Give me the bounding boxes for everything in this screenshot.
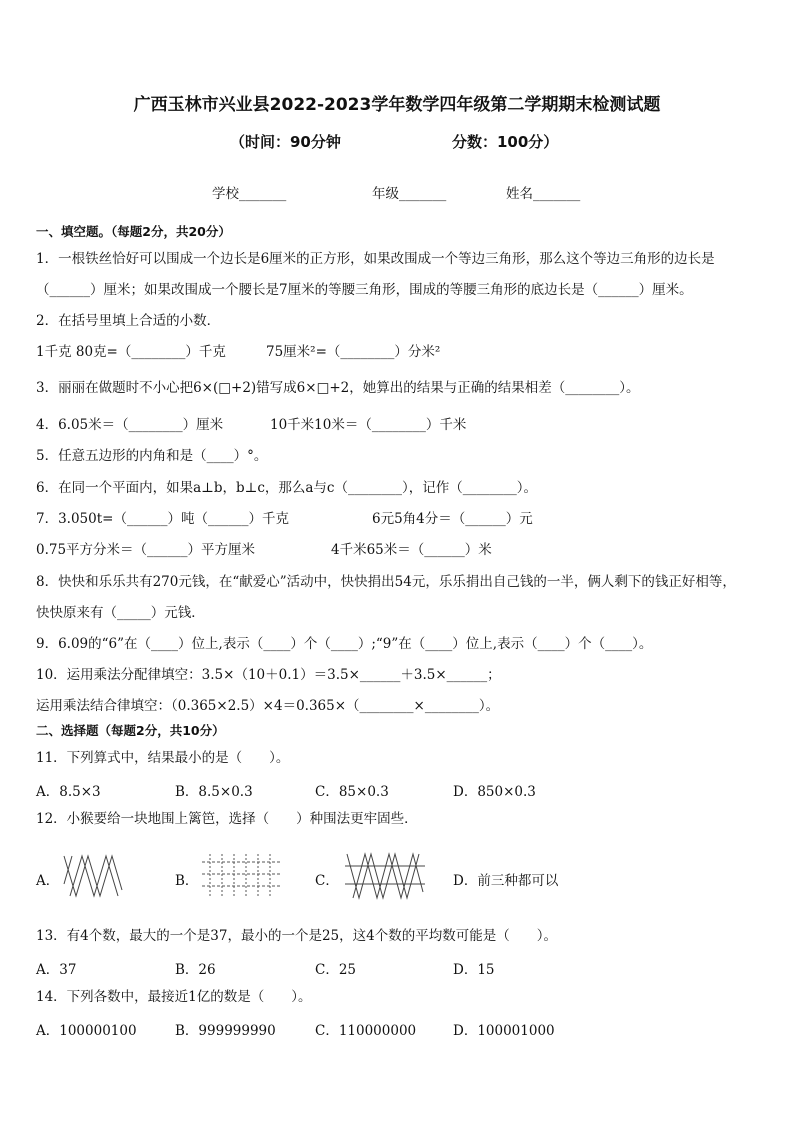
question-10-line-2: 运用乘法结合律填空：（0.365×2.5）×4＝0.365×（________×________）。 [36,698,500,714]
time-label: （时间：90分钟 [230,133,341,151]
q12-option-b: B． [175,873,199,889]
exam-title: 广西玉林市兴业县2022-2023学年数学四年级第二学期期末检测试题 [133,95,661,115]
question-2-part-a: 1千克 80克=（________）千克 [36,344,226,360]
question-7-part-a: 7．3.050t=（______）吨（______）千克 [36,511,289,527]
question-2: 2．在括号里填上合适的小数． [36,313,221,329]
grade-field: 年级_______ [372,186,447,202]
q14-option-c: C．110000000 [315,1023,417,1039]
question-6: 6．在同一个平面内，如果a⊥b，b⊥c，那么a与c（________），记作（________）。 [36,480,537,496]
fence-mixed-figure [343,852,427,900]
question-10-line-1: 10．运用乘法分配律填空：3.5×（10＋0.1）＝3.5×______＋3.5×______； [36,667,501,683]
question-11: 11．下列算式中，结果最小的是（ ）。 [36,750,290,766]
q11-option-a: A．8.5×3 [36,784,101,800]
question-7-part-c: 0.75平方分米＝（______）平方厘米 [36,542,256,558]
question-12: 12．小猴要给一块地围上篱笆，选择（ ）种围法更牢固些． [36,811,418,827]
question-4-part-b: 10千米10米＝（________）千米 [270,417,467,433]
q13-option-d: D．15 [453,962,495,978]
score-label: 分数：100分） [452,133,559,151]
question-5: 5．任意五边形的内角和是（____）°。 [36,448,268,464]
question-14: 14．下列各数中，最接近1亿的数是（ ）。 [36,989,312,1005]
question-8-line-1: 8．快快和乐乐共有270元钱，在“献爱心”活动中，快快捐出54元，乐乐捐出自己钱的一半，俩人剩下的钱正好相等， [36,574,736,590]
q11-option-d: D．850×0.3 [453,784,536,800]
q13-option-a: A．37 [36,962,77,978]
question-1-line-2: （______）厘米；如果改围成一个腰长是7厘米的等腰三角形，围成的等腰三角形的底边长是（______）厘米。 [36,282,693,298]
name-field: 姓名_______ [506,186,581,202]
q14-option-b: B．999999990 [175,1023,276,1039]
section-fill-blank-heading: 一、填空题。（每题2分，共20分） [36,224,231,239]
question-13: 13．有4个数，最大的一个是37，最小的一个是25，这4个数的平均数可能是（ ）。 [36,928,557,944]
question-3: 3．丽丽在做题时不小心把6×(□+2)错写成6×□+2，她算出的结果与正确的结果相差（________）。 [36,380,640,396]
q12-option-a: A． [36,873,60,889]
q12-option-c: C． [315,873,339,889]
question-7-part-d: 4千米65米＝（______）米 [331,542,492,558]
school-field: 学校_______ [212,186,287,202]
fence-grid-figure [200,852,284,900]
question-9: 9．6.09的“6”在（____）位上,表示（____）个（____）;“9”在（____）位上,表示（____）个（____）。 [36,636,653,652]
q13-option-c: C．25 [315,962,357,978]
question-2-part-b: 75厘米²=（________）分米² [266,344,441,360]
section-choice-heading: 二、选择题（每题2分，共10分） [36,723,225,738]
question-7-part-b: 6元5角4分＝（______）元 [372,511,533,527]
q14-option-a: A．100000100 [36,1023,137,1039]
q14-option-d: D．100001000 [453,1023,555,1039]
q12-option-d: D．前三种都可以 [453,873,559,889]
q13-option-b: B．26 [175,962,216,978]
question-4-part-a: 4．6.05米＝（________）厘米 [36,417,224,433]
question-8-line-2: 快快原来有（_____）元钱． [36,605,205,621]
fence-diagonal-figure [62,854,124,898]
question-1-line-1: 1．一根铁丝恰好可以围成一个边长是6厘米的正方形，如果改围成一个等边三角形，那么这个等边三角形的边长是 [36,251,715,267]
q11-option-b: B．8.5×0.3 [175,784,253,800]
q11-option-c: C．85×0.3 [315,784,389,800]
